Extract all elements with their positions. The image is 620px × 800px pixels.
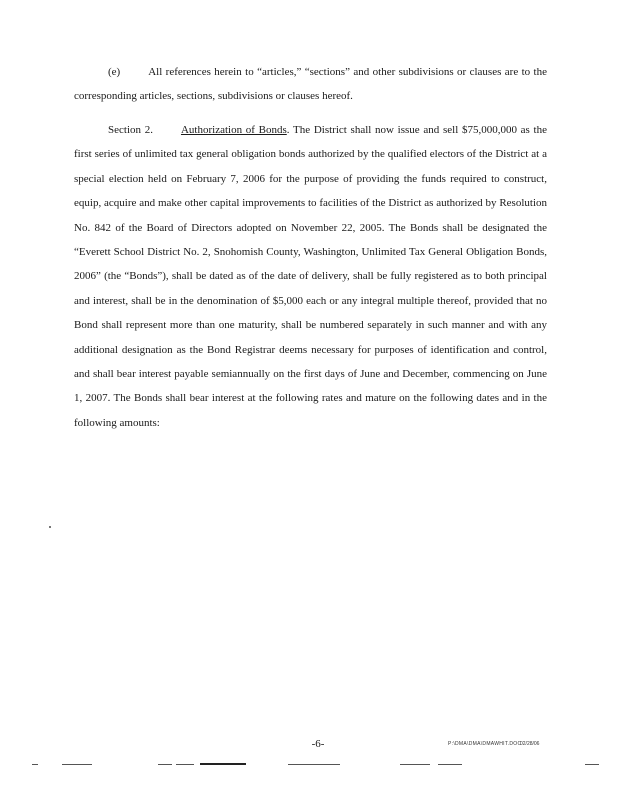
document-date: 02/28/06 <box>520 741 540 747</box>
scan-speck <box>49 526 51 528</box>
document-id: P:\DMA\DMA\DMAWHIT.DOC <box>448 741 522 747</box>
references-text: All references herein to “articles,” “sections” and other subdivisions or clauses are to the corresponding articles, sections, subdivisions or clauses hereof. <box>74 66 547 103</box>
section-heading: Authorization of Bonds <box>180 124 287 136</box>
page-number: -6- <box>311 738 325 750</box>
scan-edge-artifacts <box>0 760 620 770</box>
section-2-text: . The District shall now issue and sell $75,000,000 as the first series of unlimited tax general obligation bonds authorized by the qualified electors of the District at a special election held on February 7, 2006 for the purpose of providing the funds required to construct, equip, acquire and make other capital improvements to facilities of the District as authorized by Resolution No. 842 of the Board of Directors adopted on November 22, 2005. The Bonds shall be designated the “Everett School District No. 2, Snohomish County, Washington, Unlimited Tax General Obligation Bonds, 2006” (the “Bonds”), shall be dated as of the date of delivery, shall be fully registered as to both principal and interest, shall be in the denomination of $5,000 each or any integral multiple thereof, provided that no Bond shall represent more than one maturity, shall be numbered separately in such manner and with any additional designation as the Bond Registrar deems necessary for purposes of identification and control, and shall bear interest payable semiannually on the first days of June and December, commencing on June 1, 2007. The Bonds shall bear interest at the following rates and mature on the following dates and in the following amounts: <box>74 124 547 429</box>
paragraph-references <box>74 60 547 109</box>
paragraph-section-2 <box>74 118 547 435</box>
subsection-label: (e) <box>108 66 121 78</box>
section-label: Section 2. <box>108 124 153 136</box>
